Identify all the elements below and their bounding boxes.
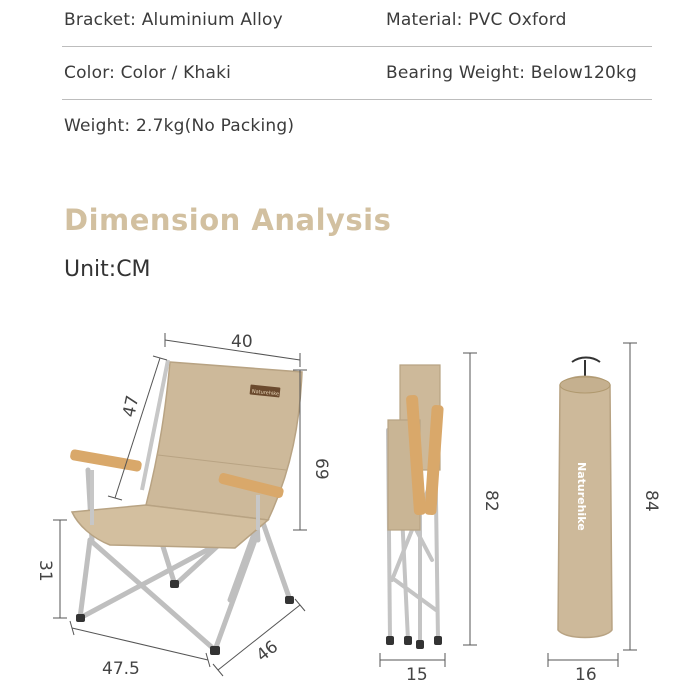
unit-label: Unit:CM <box>64 257 151 282</box>
bag-logo: Naturehike <box>575 462 588 531</box>
spec-color: Color: Color / Khaki <box>64 63 232 83</box>
dim-chair-back-length: 47 <box>119 393 144 420</box>
folded-chair-image <box>386 365 444 649</box>
dim-chair-seat-height: 31 <box>35 560 55 582</box>
storage-bag-image <box>558 358 612 638</box>
spec-bearing-weight: Bearing Weight: Below120kg <box>386 63 638 83</box>
dim-chair-top-width: 40 <box>231 332 253 352</box>
dim-bag-width: 16 <box>575 665 597 685</box>
logo-tag: Naturehike <box>251 388 280 398</box>
dim-chair-back-height: 69 <box>311 458 331 480</box>
dim-folded-height: 82 <box>481 490 501 512</box>
dim-folded-width: 15 <box>406 665 428 685</box>
section-title: Dimension Analysis <box>64 203 392 237</box>
spec-weight: Weight: 2.7kg(No Packing) <box>64 116 295 136</box>
chair-image <box>70 360 302 655</box>
dim-chair-depth: 46 <box>252 636 283 666</box>
spec-bracket: Bracket: Aluminium Alloy <box>64 10 283 30</box>
spec-material: Material: PVC Oxford <box>386 10 567 30</box>
dim-chair-front-width: 47.5 <box>102 659 140 679</box>
dim-bag-height: 84 <box>641 490 661 512</box>
